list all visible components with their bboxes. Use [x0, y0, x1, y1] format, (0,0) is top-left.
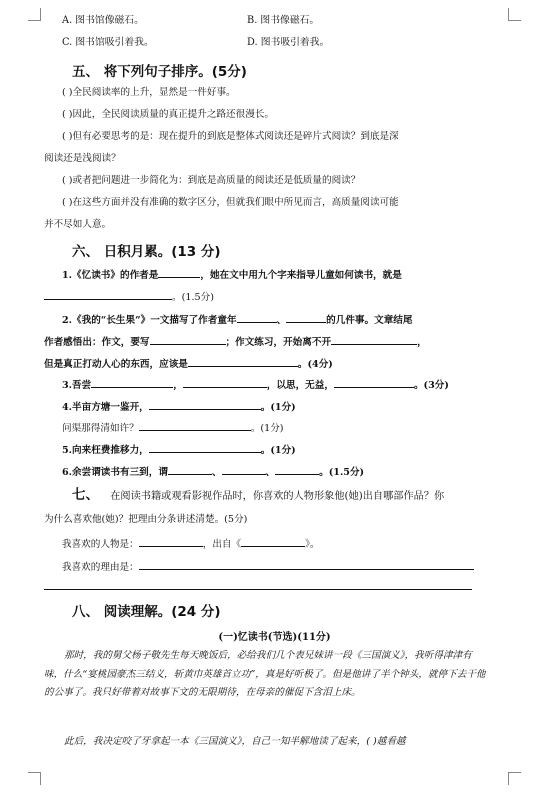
- question-2-cont: 作者感悟出：作文，要写 ；作文练习，开始离不开 ，: [44, 334, 427, 350]
- blank[interactable]: [158, 267, 200, 278]
- blank[interactable]: [139, 420, 251, 431]
- section-5-title: 五、 将下列句子排序。(5分): [72, 64, 247, 80]
- section-8-title: 八、 阅读理解。(24 分): [72, 604, 221, 620]
- option-d: D. 图书吸引着我。: [247, 37, 330, 48]
- question-3: 3.吾尝 ， ，以思，无益， 。(3分): [62, 377, 449, 393]
- crop-mark: [508, 8, 521, 21]
- sentence-item-cont: 阅读还是浅阅读？: [44, 153, 121, 164]
- blank[interactable]: [331, 334, 417, 345]
- crop-mark: [508, 772, 521, 785]
- option-a: A. 图书馆像磁石。: [62, 15, 144, 26]
- blank[interactable]: [237, 312, 277, 323]
- sentence-item-cont: 并不尽如人意。: [44, 219, 112, 230]
- crop-mark: [28, 772, 41, 785]
- blank[interactable]: [334, 377, 414, 388]
- question-1: 1.《忆读书》的作者是 ，她在文中用九个字来指导儿童如何读书，就是: [62, 267, 402, 283]
- passage-title: (一)忆读书(节选)(11分): [218, 632, 331, 643]
- question-6: 6.余尝谓读书有三到，谓 、 、 。(1.5分): [62, 464, 364, 480]
- option-c: C. 图书馆吸引着我。: [62, 37, 154, 48]
- blank[interactable]: [188, 356, 298, 367]
- crop-mark: [28, 8, 41, 21]
- answer-rule[interactable]: [44, 589, 472, 590]
- reason-blank[interactable]: [139, 559, 474, 570]
- question-4: 4.半亩方塘一鉴开， 。(1分): [62, 399, 296, 415]
- sentence-item: ( )全民阅读率的上升，显然是一件好事。: [62, 87, 236, 98]
- sentence-item: ( )在这些方面并没有准确的数字区分，但就我们眼中所见而言，高质量阅读可能: [62, 197, 399, 208]
- passage-paragraph-1: 那时，我的舅父杨子敬先生每天晚饭后，必给我们几个表兄妹讲一段《三国演义》，我听得津津有味，什么“宴桃园豪杰三结义，斩黄巾英雄首立功”，真是好听极了。但是他讲了半个钟头，就停下去干他的公事了。我只好带着对故事下文的无限期待，在母亲的催促下含泪上床。: [44, 650, 486, 698]
- blank[interactable]: [222, 464, 266, 475]
- question-4-cont: 问渠那得清如许？ 。(1分): [62, 420, 284, 436]
- section-7-number: 七、: [72, 487, 99, 503]
- reason-line: 我喜欢的理由是：: [62, 559, 474, 575]
- question-5: 5.向来枉费推移力， 。(1分): [62, 442, 296, 458]
- sentence-item: ( )或者把问题进一步简化为：到底是高质量的阅读还是低质量的阅读？: [62, 175, 361, 186]
- passage-paragraph-2: 此后，我决定咬了牙拿起一本《三国演义》，自己一知半解地读了起来，( )越看越: [64, 736, 406, 747]
- section-7-line-1: 七、 在阅读书籍或观看影视作品时，你喜欢的人物形象他(她)出自哪部作品？你: [72, 487, 445, 503]
- blank[interactable]: [44, 289, 172, 300]
- sentence-item: ( )但有必要思考的是：现在提升的到底是整体式阅读还是碎片式阅读？到底是深: [62, 131, 399, 142]
- blank[interactable]: [183, 377, 267, 388]
- question-2: 2.《我的“长生果”》一文描写了作者童年 、 的几件事。文章结尾: [62, 312, 413, 328]
- work-blank[interactable]: [241, 536, 305, 547]
- blank[interactable]: [91, 377, 173, 388]
- option-b: B. 图书像磁石。: [247, 15, 320, 26]
- blank[interactable]: [275, 464, 319, 475]
- character-blank[interactable]: [139, 536, 203, 547]
- blank[interactable]: [149, 399, 261, 410]
- blank[interactable]: [286, 312, 326, 323]
- section-7-line-2: 为什么喜欢他(她)？把理由分条讲述清楚。(5分): [44, 514, 248, 525]
- section-6-title: 六、 日积月累。(13 分): [72, 244, 221, 260]
- blank[interactable]: [168, 464, 212, 475]
- blank[interactable]: [150, 334, 226, 345]
- favorite-character-line: 我喜欢的人物是： ，出自《 》。: [62, 536, 320, 552]
- blank[interactable]: [149, 442, 261, 453]
- sentence-item: ( )因此，全民阅读质量的真正提升之路还很漫长。: [62, 109, 275, 120]
- question-1-cont: 。(1.5分): [44, 289, 214, 305]
- question-2-cont: 但是真正打动人心的东西，应该是 。(4分): [44, 356, 333, 372]
